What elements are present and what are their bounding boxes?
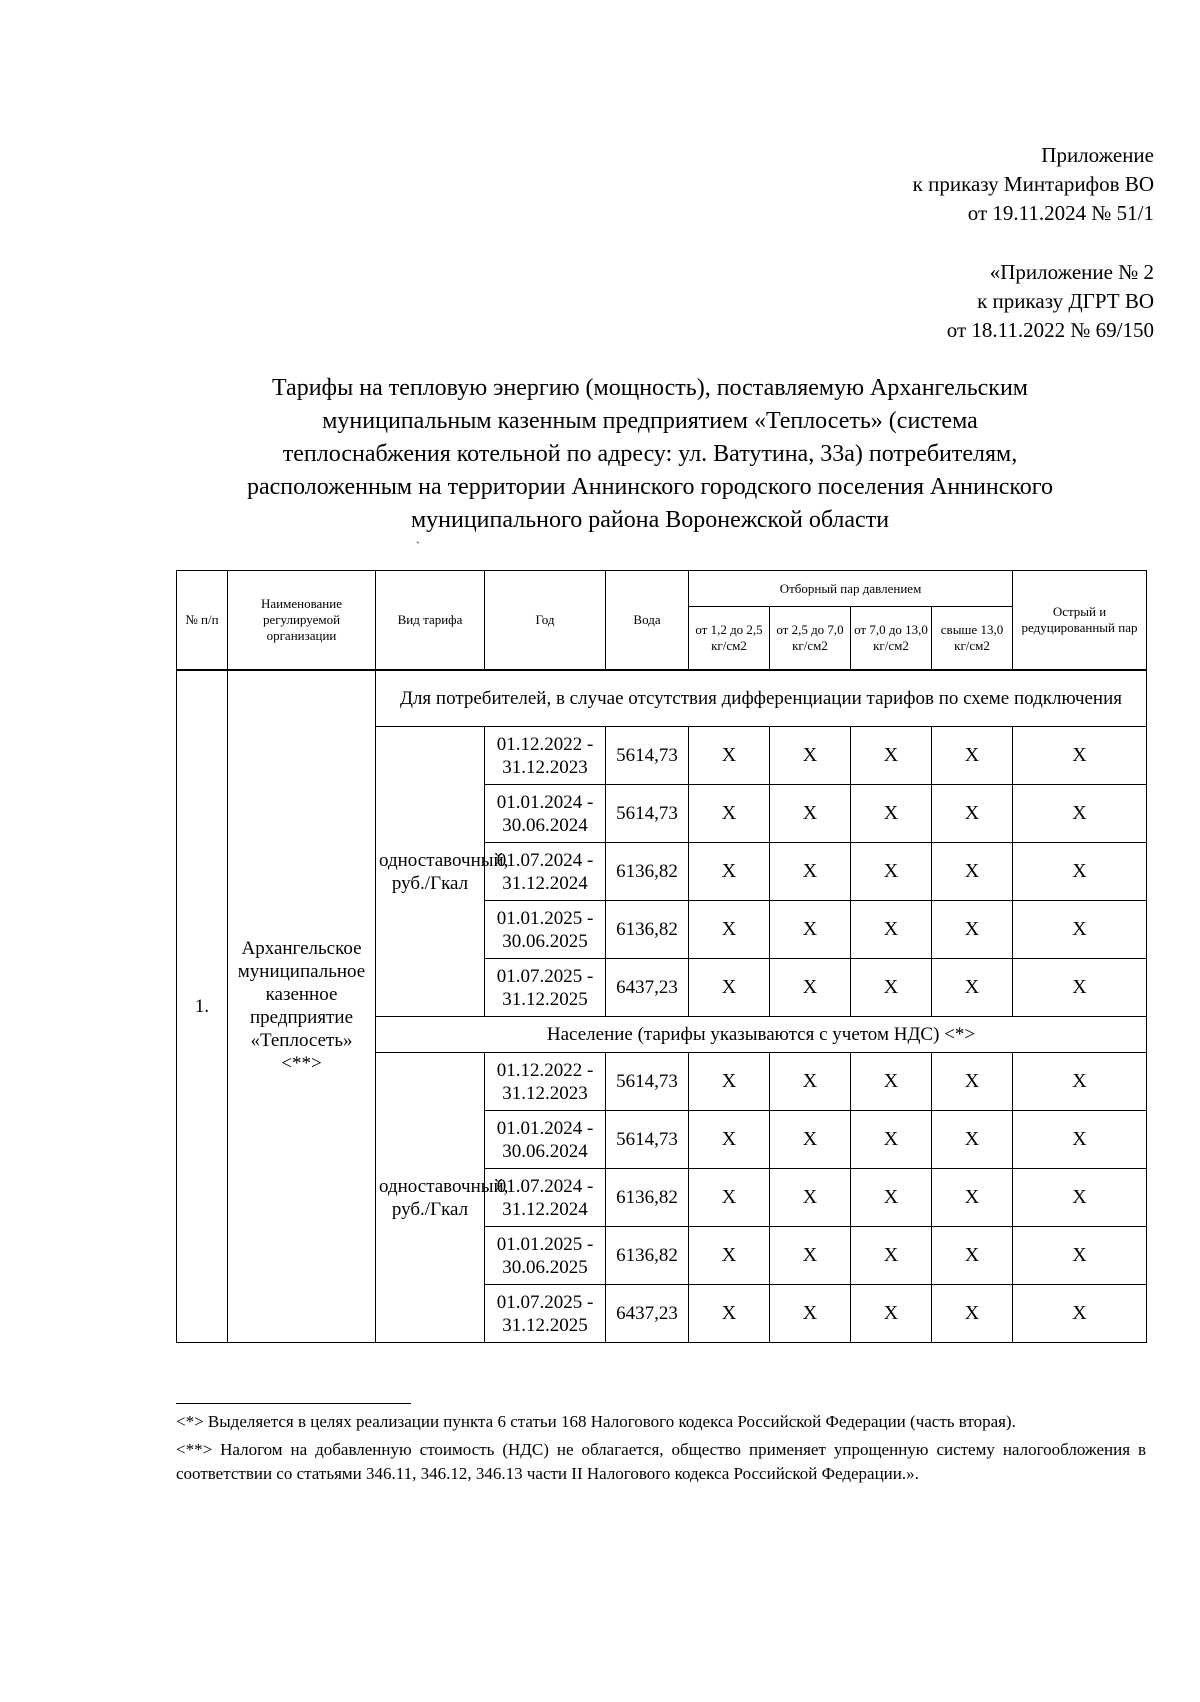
tariff-table: [176, 570, 1147, 1343]
table-header-row: [177, 571, 1147, 607]
title-line-3: теплоснабжения котельной по адресу: ул. Ватутина, 33а) потребителям,: [282, 441, 1018, 467]
steam-3-value: X: [851, 843, 932, 901]
period-cell: 01.01.2024 - 30.06.2024: [485, 1111, 606, 1169]
water-value: 6437,23: [606, 1285, 689, 1343]
steam-1-value: X: [689, 1285, 770, 1343]
header-steam-2: от 2,5 до 7,0 кг/см2: [770, 607, 851, 670]
footnotes: [176, 1410, 1146, 1490]
water-value: 6136,82: [606, 843, 689, 901]
period-cell: 01.12.2022 - 31.12.2023: [485, 1053, 606, 1111]
header-steam-group: Отборный пар давлением: [689, 571, 1013, 607]
water-value: 6136,82: [606, 901, 689, 959]
appendix-reference: [913, 141, 1154, 228]
footnote-1: <*> Выделяется в целях реализации пункта 6 статьи 168 Налогового кодекса Российской Федерации (часть вторая).: [176, 1412, 1016, 1431]
sharp-steam-value: X: [1013, 1227, 1147, 1285]
steam-4-value: X: [932, 727, 1013, 785]
period-cell: 01.07.2024 - 31.12.2024: [485, 1169, 606, 1227]
steam-2-value: X: [770, 785, 851, 843]
header-tariff-type: Вид тарифа: [376, 571, 485, 670]
steam-2-value: X: [770, 901, 851, 959]
header-organization: Наименование регулируемой организации: [228, 571, 376, 670]
steam-2-value: X: [770, 1285, 851, 1343]
steam-3-value: X: [851, 1169, 932, 1227]
section-2-title: Население (тарифы указываются с учетом НДС) <*>: [376, 1017, 1147, 1053]
steam-1-value: X: [689, 901, 770, 959]
steam-1-value: X: [689, 1053, 770, 1111]
appendix-line-1: Приложение: [1041, 143, 1154, 167]
water-value: 6136,82: [606, 1227, 689, 1285]
document-title: [160, 372, 1140, 537]
steam-2-value: X: [770, 1111, 851, 1169]
sharp-steam-value: X: [1013, 843, 1147, 901]
steam-1-value: X: [689, 1111, 770, 1169]
steam-4-value: X: [932, 1169, 1013, 1227]
sharp-steam-value: X: [1013, 727, 1147, 785]
sharp-steam-value: X: [1013, 901, 1147, 959]
sharp-steam-value: X: [1013, 959, 1147, 1017]
sharp-steam-value: X: [1013, 1169, 1147, 1227]
steam-2-value: X: [770, 1169, 851, 1227]
row-number: 1.: [177, 670, 228, 1343]
steam-4-value: X: [932, 1285, 1013, 1343]
steam-4-value: X: [932, 1053, 1013, 1111]
footnote-2: <**> Налогом на добавленную стоимость (НДС) не облагается, общество применяет упрощенную систему налогообложения в соответствии со статьями 346.11, 346.12, 346.13 части II Налогового кодекса Российской Федерации.».: [176, 1440, 1146, 1483]
steam-3-value: X: [851, 901, 932, 959]
sharp-steam-value: X: [1013, 1053, 1147, 1111]
steam-1-value: X: [689, 1169, 770, 1227]
period-cell: 01.07.2024 - 31.12.2024: [485, 843, 606, 901]
steam-3-value: X: [851, 959, 932, 1017]
steam-3-value: X: [851, 1053, 932, 1111]
steam-4-value: X: [932, 843, 1013, 901]
appendix-line-2: к приказу Минтарифов ВО: [912, 172, 1154, 196]
title-line-4: расположенным на территории Аннинского городского поселения Аннинского: [246, 474, 1054, 500]
period-cell: 01.07.2025 - 31.12.2025: [485, 959, 606, 1017]
section-1-title: Для потребителей, в случае отсутствия дифференциации тарифов по схеме подключения: [376, 670, 1147, 727]
steam-3-value: X: [851, 1111, 932, 1169]
appendix-2-line-1: «Приложение № 2: [989, 260, 1154, 284]
steam-2-value: X: [770, 1053, 851, 1111]
steam-4-value: X: [932, 901, 1013, 959]
steam-3-value: X: [851, 785, 932, 843]
title-line-5: муниципального района Воронежской области: [410, 507, 890, 533]
steam-4-value: X: [932, 1227, 1013, 1285]
water-value: 5614,73: [606, 727, 689, 785]
steam-2-value: X: [770, 727, 851, 785]
section-1-title-row: [177, 670, 1147, 727]
steam-4-value: X: [932, 959, 1013, 1017]
steam-2-value: X: [770, 1227, 851, 1285]
water-value: 5614,73: [606, 1053, 689, 1111]
steam-4-value: X: [932, 1111, 1013, 1169]
appendix-line-3: от 19.11.2024 № 51/1: [967, 201, 1154, 225]
appendix-2-line-3: от 18.11.2022 № 69/150: [946, 318, 1154, 342]
sharp-steam-value: X: [1013, 785, 1147, 843]
period-cell: 01.01.2025 - 30.06.2025: [485, 1227, 606, 1285]
water-value: 5614,73: [606, 785, 689, 843]
steam-1-value: X: [689, 727, 770, 785]
steam-2-value: X: [770, 959, 851, 1017]
water-value: 6437,23: [606, 959, 689, 1017]
steam-2-value: X: [770, 843, 851, 901]
steam-1-value: X: [689, 959, 770, 1017]
header-water: Вода: [606, 571, 689, 670]
water-value: 5614,73: [606, 1111, 689, 1169]
title-line-2: муниципальным казенным предприятием «Теплосеть» (система: [322, 408, 978, 434]
header-steam-1: от 1,2 до 2,5 кг/см2: [689, 607, 770, 670]
steam-1-value: X: [689, 785, 770, 843]
steam-1-value: X: [689, 843, 770, 901]
period-cell: 01.01.2024 - 30.06.2024: [485, 785, 606, 843]
water-value: 6136,82: [606, 1169, 689, 1227]
steam-3-value: X: [851, 1227, 932, 1285]
header-sharp-steam: Острый и редуцированный пар: [1013, 571, 1147, 670]
sharp-steam-value: X: [1013, 1285, 1147, 1343]
steam-1-value: X: [689, 1227, 770, 1285]
header-steam-4: свыше 13,0 кг/см2: [932, 607, 1013, 670]
appendix-2-reference: [947, 258, 1154, 345]
header-steam-3: от 7,0 до 13,0 кг/см2: [851, 607, 932, 670]
footnote-divider: [176, 1403, 411, 1404]
title-line-1: Тарифы на тепловую энергию (мощность), поставляемую Архангельским: [271, 375, 1028, 401]
period-cell: 01.01.2025 - 30.06.2025: [485, 901, 606, 959]
steam-4-value: X: [932, 785, 1013, 843]
tariff-type: одноставочный, руб./Гкал: [376, 727, 485, 1017]
sharp-steam-value: X: [1013, 1111, 1147, 1169]
organization-name: Архангельское муниципальное казенное предприятие «Теплосеть» <**>: [228, 670, 376, 1343]
header-num: № п/п: [177, 571, 228, 670]
period-cell: 01.07.2025 - 31.12.2025: [485, 1285, 606, 1343]
steam-3-value: X: [851, 727, 932, 785]
tariff-type: одноставочный, руб./Гкал: [376, 1053, 485, 1343]
appendix-2-line-2: к приказу ДГРТ ВО: [977, 289, 1154, 313]
scan-speck: `: [416, 539, 420, 553]
header-year: Год: [485, 571, 606, 670]
period-cell: 01.12.2022 - 31.12.2023: [485, 727, 606, 785]
steam-3-value: X: [851, 1285, 932, 1343]
